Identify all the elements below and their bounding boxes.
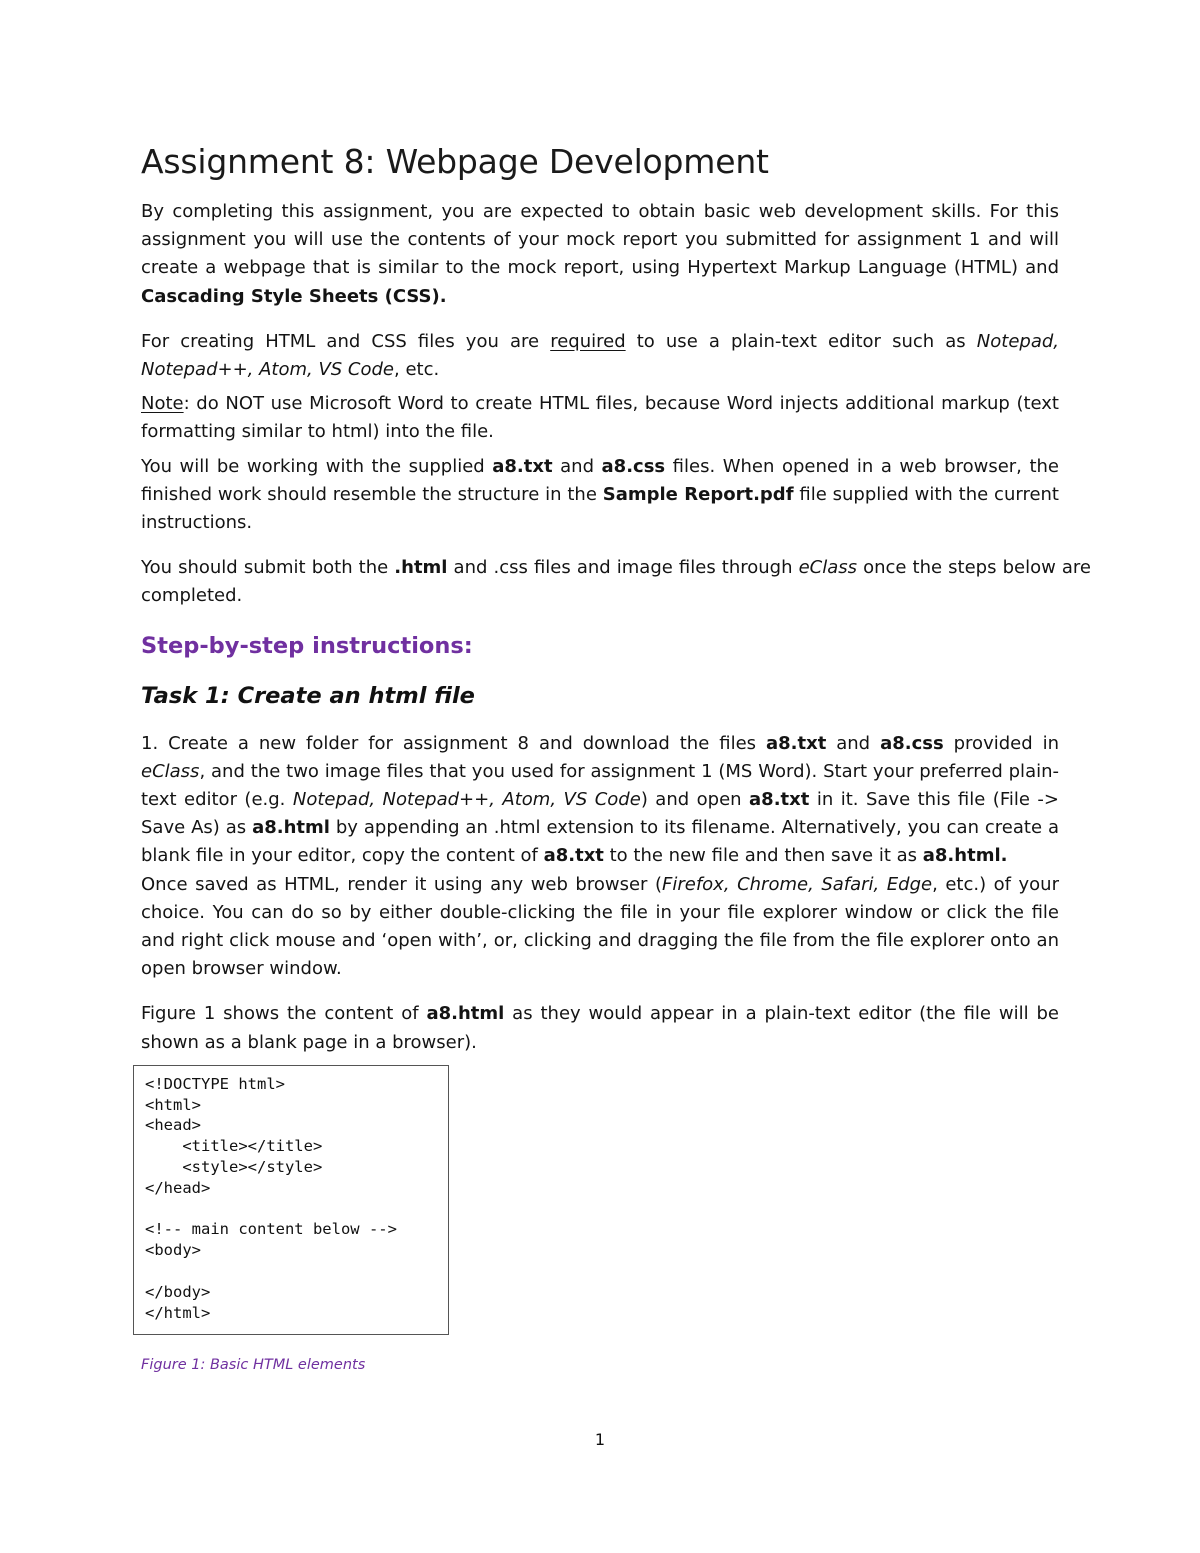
intro-css-term: Cascading Style Sheets (CSS). — [141, 285, 447, 307]
step1-text-7: by appending an .html extension to its filename. Alternatively, you can create a blank file in your editor, copy the content of — [141, 817, 1059, 867]
required-term: required — [550, 330, 626, 352]
code-listing-box — [133, 1065, 449, 1335]
eclass-term: eClass — [798, 557, 858, 579]
supplied-text-1: You will be working with the supplied — [141, 455, 493, 477]
figure-intro-text-1: Figure 1 shows the content of — [141, 1003, 427, 1025]
task-1-heading — [141, 679, 1059, 713]
submit-text-2: and .css files and image files through — [447, 557, 799, 579]
figure-intro-a8-html: a8.html — [426, 1003, 505, 1025]
note-label: Note — [141, 393, 184, 415]
submit-paragraph — [141, 554, 1091, 610]
render-text-1: Once saved as HTML, render it using any web browser ( — [141, 873, 662, 895]
editor-list: Notepad, Notepad++, Atom, VS Code — [141, 330, 1059, 381]
step-1-paragraph — [141, 730, 1059, 871]
step1-editors: Notepad, Notepad++, Atom, VS Code — [292, 789, 641, 811]
intro-text: By completing this assignment, you are expected to obtain basic web development skills. For this assignment you will use the contents of your mock report you submitted for assignment 1 and will create a webpage that is similar to the mock report, using Hypertext Markup Language (HTML) and — [141, 201, 1059, 279]
supplied-paragraph — [141, 453, 1059, 538]
editor-text-2: to use a plain-text editor such as — [625, 330, 977, 352]
step1-a8-txt-3: a8.txt — [543, 845, 604, 867]
code-line: <!DOCTYPE html> — [145, 1074, 285, 1093]
html-term: .html — [394, 557, 448, 579]
render-paragraph — [141, 871, 1059, 984]
steps-heading: Step-by-step instructions: — [141, 632, 473, 659]
step1-text-8: to the new file and then save it as — [603, 845, 923, 867]
step1-text-4: , and the two image files that you used for assignment 1 (MS Word). Start your preferred plain-text editor (e.g. — [141, 760, 1059, 811]
step1-text-1: 1. Create a new folder for assignment 8 and download the files — [141, 732, 766, 754]
figure-intro-paragraph — [141, 1000, 1059, 1056]
supplied-text-2: and — [552, 455, 602, 477]
figure-intro-text-2: as they would appear in a plain-text editor (the file will be shown as a blank page in a browser). — [141, 1003, 1059, 1053]
code-line: <body> — [145, 1241, 201, 1260]
note-paragraph — [141, 390, 1059, 446]
step1-text-6: in it. Save this file (File -> Save As) as — [141, 789, 1059, 839]
step1-text-3: provided in — [943, 732, 1059, 754]
editor-text-3: , etc. — [394, 359, 440, 381]
step1-text-2: and — [826, 732, 881, 754]
code-line: <html> — [145, 1095, 201, 1114]
render-text-2: , etc.) of your choice. You can do so by either double-clicking the file in your file explorer window or click the file and right click mouse and ‘open with’, or, clicking and dragging the file from the file explorer onto an open browser window. — [141, 873, 1059, 980]
page-content — [141, 142, 1091, 1379]
document-title: Assignment 8: Webpage Development — [141, 142, 769, 181]
step1-text-5: ) and open — [640, 789, 750, 811]
step1-a8-txt-2: a8.txt — [749, 789, 810, 811]
step1-a8-css: a8.css — [880, 732, 944, 754]
code-line — [145, 1199, 448, 1220]
step1-a8-html: a8.html — [252, 817, 330, 839]
supplied-text-4: file supplied with the current instructions. — [141, 483, 1059, 534]
code-line: <title></title> — [145, 1137, 323, 1156]
intro-paragraph — [141, 198, 1059, 311]
code-line: <head> — [145, 1116, 201, 1135]
sample-report-term: Sample Report.pdf — [602, 483, 794, 505]
task-1-subtitle: Create an html file — [237, 682, 475, 709]
editor-text-1: For creating HTML and CSS files you are — [141, 330, 551, 352]
submit-text-1: You should submit both the — [141, 557, 395, 579]
a8-txt-term: a8.txt — [492, 455, 553, 477]
page-number: 1 — [594, 1430, 606, 1449]
editor-paragraph — [141, 328, 1059, 384]
submit-text-3: once the steps below are completed. — [141, 557, 1091, 607]
task-1-label: Task 1 — [141, 682, 221, 709]
step1-a8-html-2: a8.html. — [922, 845, 1008, 867]
browser-list: Firefox, Chrome, Safari, Edge — [662, 873, 933, 895]
figure-caption: Figure 1: Basic HTML elements — [141, 1356, 366, 1373]
step1-a8-txt: a8.txt — [765, 732, 827, 754]
code-line: </body> — [145, 1282, 211, 1301]
code-line: <style></style> — [145, 1158, 323, 1177]
supplied-text-3: files. When opened in a web browser, the finished work should resemble the structure in the — [141, 455, 1059, 505]
code-line: </html> — [145, 1303, 211, 1322]
code-line: <!-- main content below --> — [145, 1220, 397, 1239]
step1-eclass: eClass — [141, 760, 200, 782]
task-1-colon: : — [220, 682, 238, 709]
note-text: : do NOT use Microsoft Word to create HTML files, because Word injects additional markup (text formatting similar to html) into the file. — [141, 393, 1059, 443]
a8-css-term: a8.css — [601, 455, 666, 477]
code-line — [145, 1261, 448, 1282]
code-line: </head> — [145, 1178, 211, 1197]
